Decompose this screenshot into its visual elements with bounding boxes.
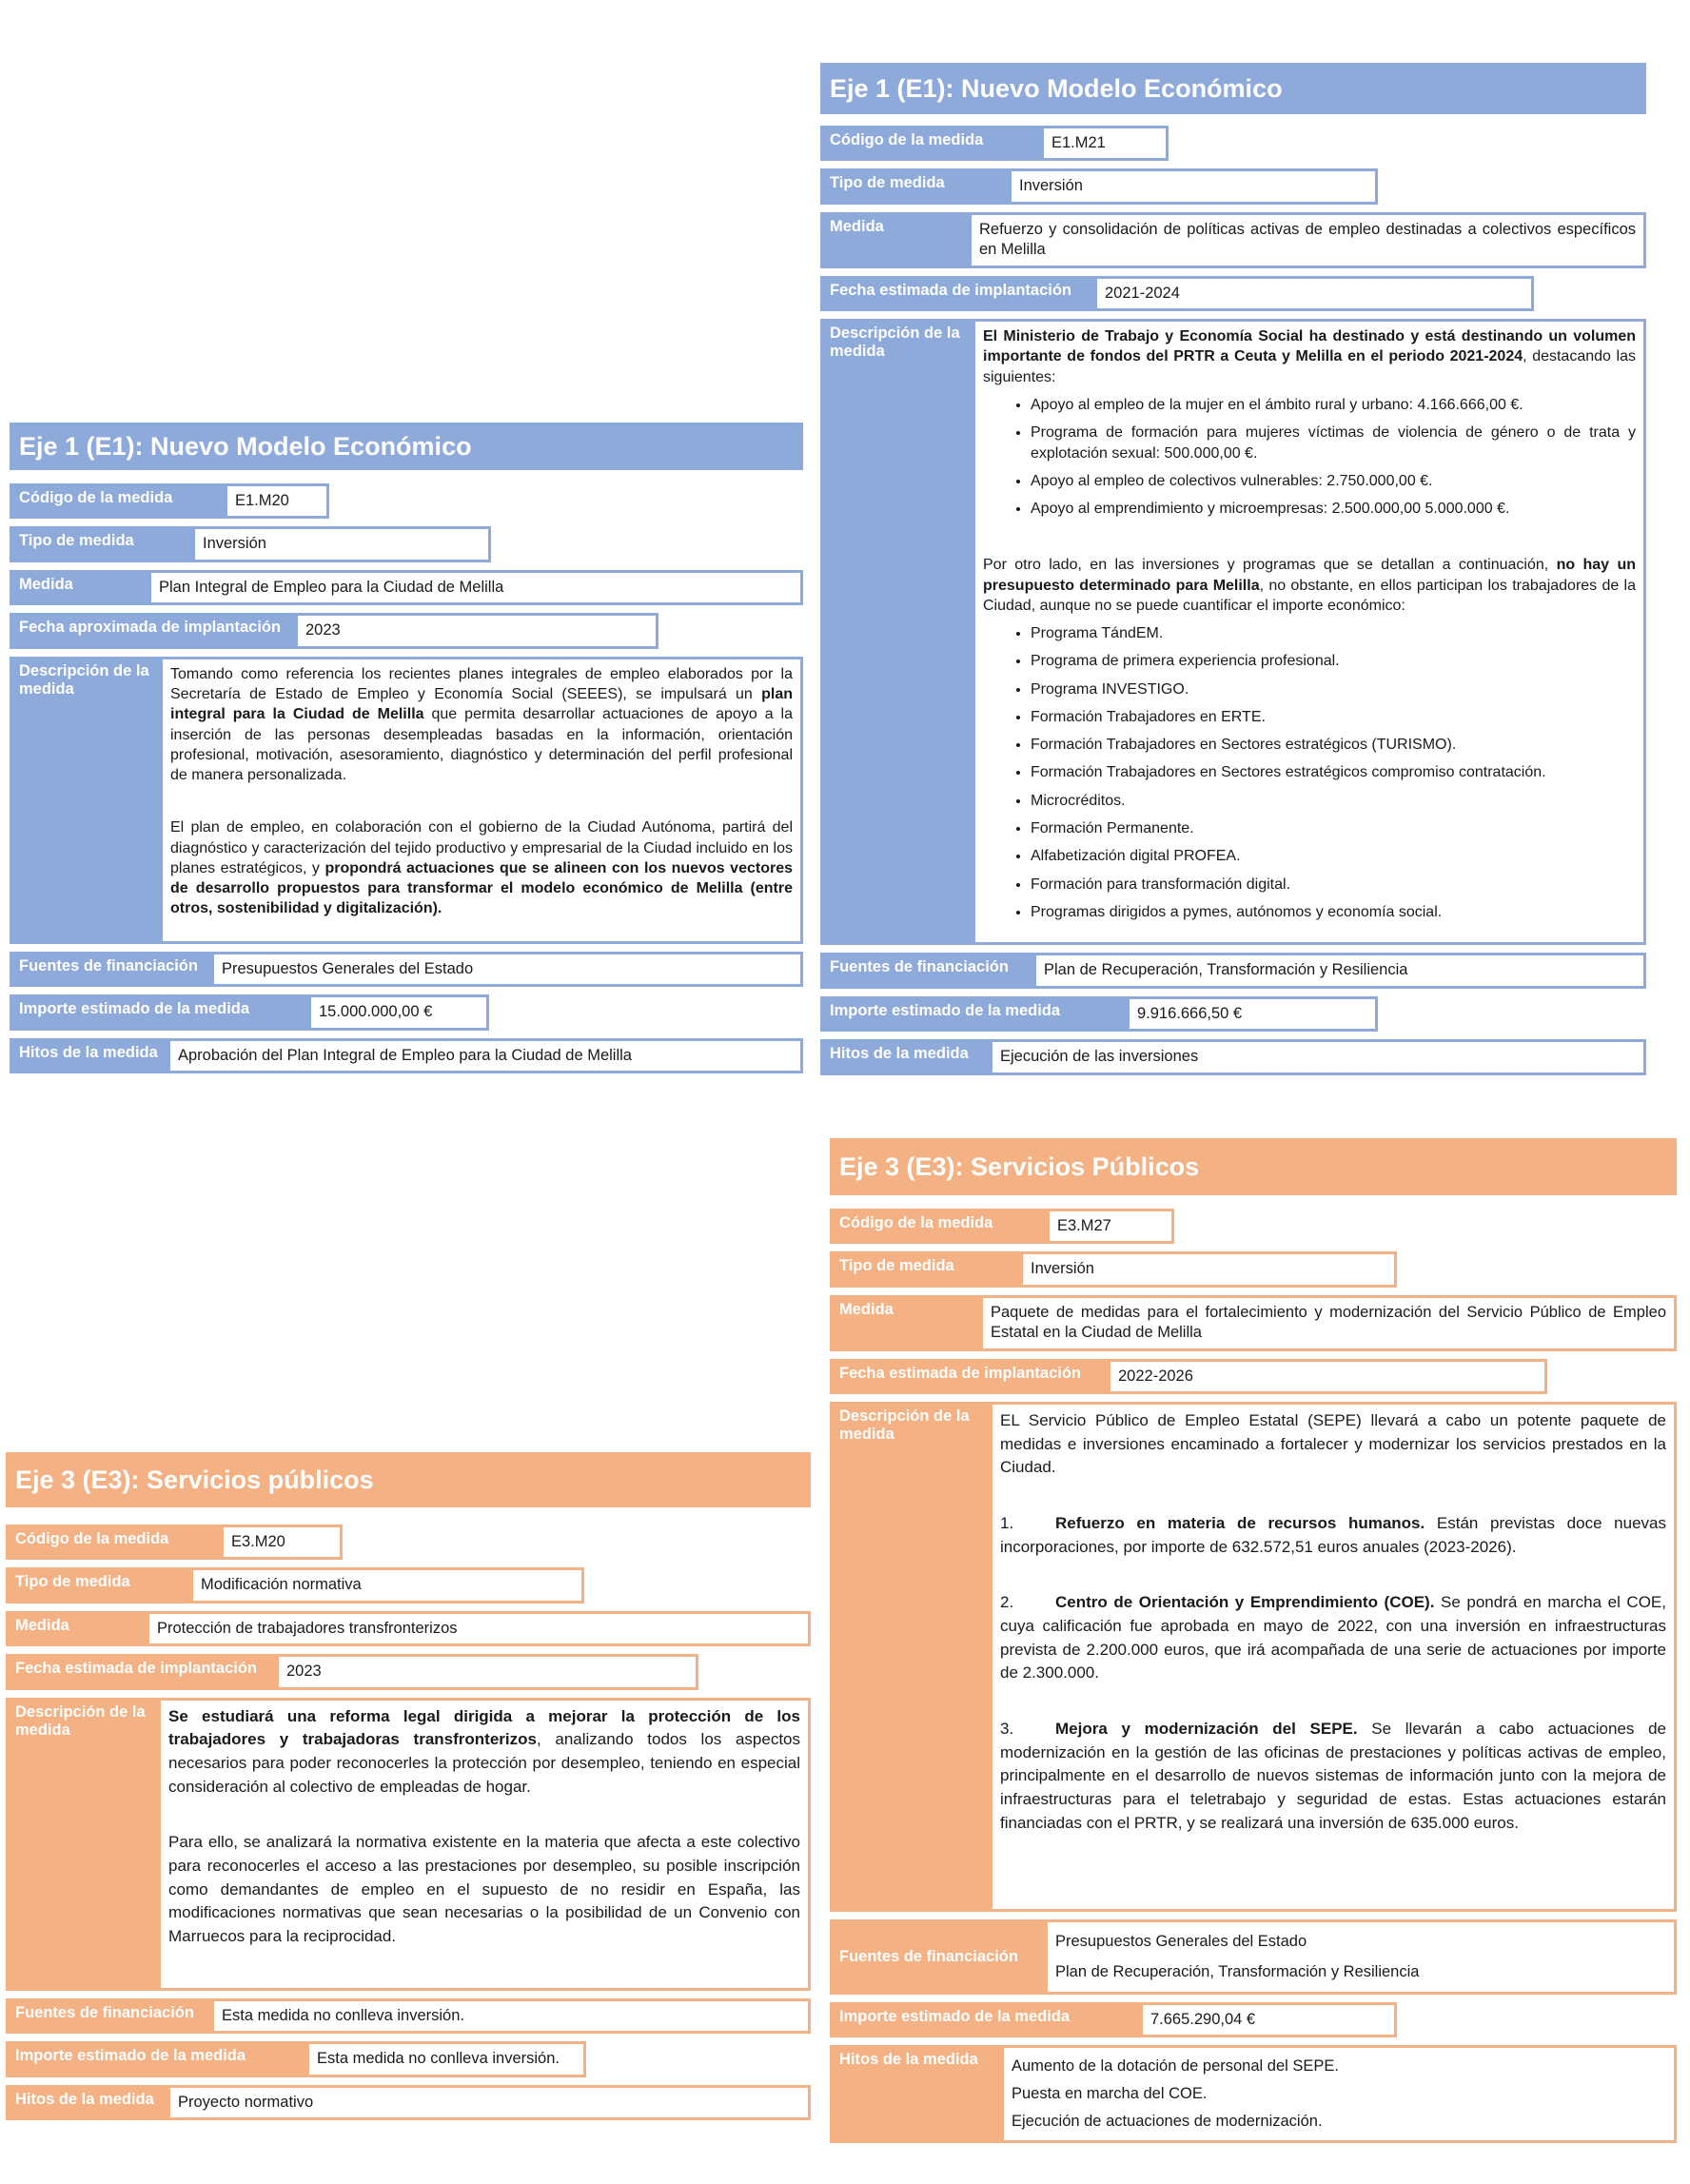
list-item: • Alfabetización digital PROFEA.: [1031, 846, 1636, 866]
importe-value: 7.665.290,04 €: [1140, 2002, 1397, 2037]
list-programs: [983, 623, 1636, 922]
fuentes-value: Plan de Recuperación, Transformación y Resiliencia: [1033, 953, 1646, 988]
importe-label: Importe estimado de la medida: [830, 2002, 1140, 2037]
desc-text: , analizando todos los aspectos necesarios para poder reconocerles la protección por desempleo, teniendo en especial consideración al colectivo de empleadas de hogar.: [168, 1730, 800, 1796]
fecha-value: 2022-2026: [1108, 1359, 1547, 1394]
card-title: Eje 1 (E1): Nuevo Modelo Económico: [820, 63, 1646, 114]
medida-value: Paquete de medidas para el fortalecimiento y modernización del Servicio Público de Empleo Estatal en la Ciudad de Melilla: [980, 1295, 1677, 1351]
list-item: • Programa INVESTIGO.: [1031, 679, 1636, 699]
importe-label: Importe estimado de la medida: [6, 2041, 306, 2076]
medida-label: Medida: [6, 1611, 147, 1646]
fuentes-label: Fuentes de financiación: [6, 1998, 211, 2034]
hitos-label: Hitos de la medida: [830, 2045, 1001, 2143]
fecha-label: Fecha estimada de implantación: [6, 1654, 276, 1689]
codigo-value: E3.M27: [1047, 1209, 1174, 1244]
list-item: • Programa TándEM.: [1031, 623, 1636, 643]
descripcion-label: Descripción de la medida: [6, 1698, 158, 1991]
item-number: 1.: [1000, 1514, 1014, 1533]
desc-bold: no hay un presupuesto determinado para Melilla: [983, 557, 1636, 594]
fecha-value: 2023: [295, 613, 658, 648]
desc-text: , no obstante, en ellos participan los trabajadores de la Ciudad, aunque no se puede cuantificar el importe económico:: [983, 577, 1636, 614]
desc-bold: propondrá actuaciones que se alineen con los nuevos vectores de desarrollo propuestos para transformar el modelo económico de Melilla (entre otros, sostenibilidad y digitalización).: [170, 859, 793, 917]
fecha-value: 2021-2024: [1094, 276, 1534, 311]
card-e3-m27: [830, 1138, 1677, 2143]
list-item: • Apoyo al empleo de colectivos vulnerables: 2.750.000,00 €.: [1031, 471, 1636, 491]
hitos-line: Puesta en marcha del COE.: [1012, 2085, 1208, 2103]
tipo-value: Inversión: [1009, 168, 1378, 204]
list-item: • Formación Trabajadores en ERTE.: [1031, 707, 1636, 727]
medida-value: Protección de trabajadores transfronterizos: [147, 1611, 811, 1646]
hitos-line: Ejecución de actuaciones de modernización.: [1012, 2113, 1323, 2131]
codigo-label: Código de la medida: [6, 1525, 221, 1560]
tipo-value: Inversión: [192, 526, 491, 561]
codigo-label: Código de la medida: [830, 1209, 1047, 1244]
desc-text: Por otro lado, en las inversiones y programas que se detallan a continuación,: [983, 557, 1557, 574]
hitos-label: Hitos de la medida: [820, 1039, 990, 1074]
list-item: • Formación Trabajadores en Sectores estratégicos (TURISMO).: [1031, 735, 1636, 755]
descripcion-value: [990, 1402, 1677, 1912]
hitos-label: Hitos de la medida: [6, 2085, 167, 2120]
fuentes-value: [1045, 1919, 1677, 1995]
list-item: • Formación para transformación digital.: [1031, 875, 1636, 895]
desc-bold: El Ministerio de Trabajo y Economía Social ha destinado y está destinando un volumen importante de fondos del PRTR a Ceuta y Melilla en el periodo 2021-2024: [983, 328, 1636, 365]
fuentes-line: Presupuestos Generales del Estado: [1055, 1933, 1307, 1951]
tipo-value: Inversión: [1020, 1251, 1397, 1287]
card-title: Eje 3 (E3): Servicios públicos: [6, 1452, 811, 1507]
desc-bold: Mejora y modernización del SEPE.: [1055, 1719, 1358, 1738]
descripcion-label: Descripción de la medida: [820, 319, 973, 945]
descripcion-label: Descripción de la medida: [830, 1402, 990, 1912]
fuentes-label: Fuentes de financiación: [10, 952, 211, 987]
importe-value: 15.000.000,00 €: [308, 994, 489, 1030]
fecha-label: Fecha estimada de implantación: [830, 1359, 1108, 1394]
card-title: Eje 3 (E3): Servicios Públicos: [830, 1138, 1677, 1195]
list-item: • Microcréditos.: [1031, 791, 1636, 811]
fecha-value: 2023: [276, 1654, 698, 1689]
tipo-label: Tipo de medida: [830, 1251, 1020, 1287]
desc-bold: Se estudiará una reforma legal dirigida a mejorar la protección de los trabajadores y trabajadoras transfronterizos: [168, 1706, 800, 1749]
codigo-value: E1.M21: [1041, 126, 1169, 161]
descripcion-value: [973, 319, 1646, 945]
tipo-label: Tipo de medida: [820, 168, 1009, 204]
descripcion-value: [160, 657, 803, 944]
medida-value: Plan Integral de Empleo para la Ciudad de Melilla: [148, 570, 803, 605]
fecha-label: Fecha estimada de implantación: [820, 276, 1094, 311]
desc-text: EL Servicio Público de Empleo Estatal (SEPE) llevará a cabo un potente paquete de medidas e inversiones encaminado a fortalecer y modernizar los servicios prestados en la Ciudad.: [1000, 1411, 1666, 1477]
hitos-value: Ejecución de las inversiones: [990, 1039, 1646, 1074]
desc-text: Se llevarán a cabo actuaciones de modernización en la gestión de las oficinas de prestaciones y políticas activas de empleo, principalmente en el desarrollo de nuevos sistemas de información junto con la mejora de infraestructuras para el teletrabajo y seguridad de estas. Estas actuaciones estarán financiadas con el PRTR, y se realizará una inversión de 635.000 euros.: [1000, 1719, 1667, 1832]
hitos-value: [1001, 2045, 1677, 2143]
fecha-label: Fecha aproximada de implantación: [10, 613, 295, 648]
numbered-item: [1000, 1718, 1666, 1835]
importe-value: Esta medida no conlleva inversión.: [306, 2041, 586, 2076]
importe-label: Importe estimado de la medida: [820, 996, 1127, 1032]
list-item: • Formación Trabajadores en Sectores estratégicos compromiso contratación.: [1031, 762, 1636, 782]
medida-value: Refuerzo y consolidación de políticas activas de empleo destinadas a colectivos específicos en Melilla: [969, 212, 1646, 268]
desc-text: El plan de empleo, en colaboración con el gobierno de la Ciudad Autónoma, partirá del diagnóstico y caracterización del tejido productivo y empresarial de la Ciudad incluido en los planes estratégicos, y: [170, 819, 793, 876]
fuentes-line: Plan de Recuperación, Transformación y Resiliencia: [1055, 1962, 1420, 1980]
codigo-label: Código de la medida: [820, 126, 1041, 161]
hitos-line: Aumento de la dotación de personal del SEPE.: [1012, 2057, 1339, 2076]
medida-label: Medida: [830, 1295, 980, 1351]
desc-text: Para ello, se analizará la normativa existente en la materia que afecta a este colectivo para reconocerles el acceso a las prestaciones por desempleo, su posible inscripción como demandantes de empleo en el supuesto de no residir en España, las modificaciones normativas que sean necesarias o la posibilidad de un Convenio con Marruecos para la reciprocidad.: [168, 1833, 800, 1945]
fuentes-label: Fuentes de financiación: [820, 953, 1033, 988]
codigo-value: E3.M20: [221, 1525, 343, 1560]
desc-text: que permita desarrollar actuaciones de apoyo a la inserción de las personas desempleadas basadas en la información, orientación profesional, motivación, asesoramiento, diagnóstico y determinación del perfil profesional de manera personalizada.: [170, 706, 794, 784]
desc-text: Se pondrá en marcha el COE, cuya calificación fue aprobada en mayo de 2022, con una inversión en infraestructuras prevista de 2.200.000 euros, que irá acompañada de una serie de actuaciones por importe de 2.300.000.: [1000, 1593, 1666, 1682]
fuentes-value: Presupuestos Generales del Estado: [211, 952, 803, 987]
hitos-value: Aprobación del Plan Integral de Empleo para la Ciudad de Melilla: [167, 1038, 803, 1073]
card-e3-m20: [6, 1452, 811, 2120]
desc-text: , destacando las siguientes:: [983, 348, 1636, 385]
desc-text: Están previstas doce nuevas incorporaciones, por importe de 632.572,51 euros anuales (2023-2026).: [1000, 1514, 1666, 1556]
numbered-item: [1000, 1591, 1666, 1685]
hitos-value: Proyecto normativo: [167, 2085, 811, 2120]
list-item: • Programa de formación para mujeres víctimas de violencia de género o de trata y explotación sexual: 500.000,00 €.: [1031, 423, 1636, 463]
tipo-label: Tipo de medida: [10, 526, 192, 561]
importe-value: 9.916.666,50 €: [1127, 996, 1378, 1032]
desc-text: Tomando como referencia los recientes planes integrales de empleo elaborados por la Secretaría de Estado de Empleo y Economía Social (SEEES), se impulsará un: [170, 665, 793, 703]
list-funded: [983, 395, 1636, 519]
card-e1-m20: [10, 423, 803, 1073]
list-item: • Apoyo al empleo de la mujer en el ámbito rural y urbano: 4.166.666,00 €.: [1031, 395, 1636, 415]
desc-bold: plan integral para la Ciudad de Melilla: [170, 686, 793, 723]
tipo-value: Modificación normativa: [190, 1567, 584, 1603]
list-item: • Programa de primera experiencia profesional.: [1031, 651, 1636, 671]
medida-label: Medida: [820, 212, 969, 268]
medida-label: Medida: [10, 570, 148, 605]
card-e1-m21: [820, 63, 1646, 1075]
tipo-label: Tipo de medida: [6, 1567, 190, 1603]
list-item: • Programas dirigidos a pymes, autónomos y economía social.: [1031, 902, 1636, 922]
item-number: 3.: [1000, 1719, 1014, 1738]
desc-bold: Centro de Orientación y Emprendimiento (COE).: [1055, 1593, 1435, 1612]
desc-bold: Refuerzo en materia de recursos humanos.: [1055, 1514, 1425, 1533]
codigo-value: E1.M20: [225, 483, 329, 519]
list-item: • Apoyo al emprendimiento y microempresas: 2.500.000,00 5.000.000 €.: [1031, 499, 1636, 519]
hitos-label: Hitos de la medida: [10, 1038, 167, 1073]
descripcion-value: [158, 1698, 811, 1991]
codigo-label: Código de la medida: [10, 483, 225, 519]
numbered-item: [1000, 1512, 1666, 1559]
item-number: 2.: [1000, 1593, 1014, 1612]
fuentes-value: Esta medida no conlleva inversión.: [211, 1998, 811, 2034]
descripcion-label: Descripción de la medida: [10, 657, 160, 944]
card-title: Eje 1 (E1): Nuevo Modelo Económico: [10, 423, 803, 470]
importe-label: Importe estimado de la medida: [10, 994, 308, 1030]
fuentes-label: Fuentes de financiación: [830, 1919, 1045, 1995]
list-item: • Formación Permanente.: [1031, 818, 1636, 838]
